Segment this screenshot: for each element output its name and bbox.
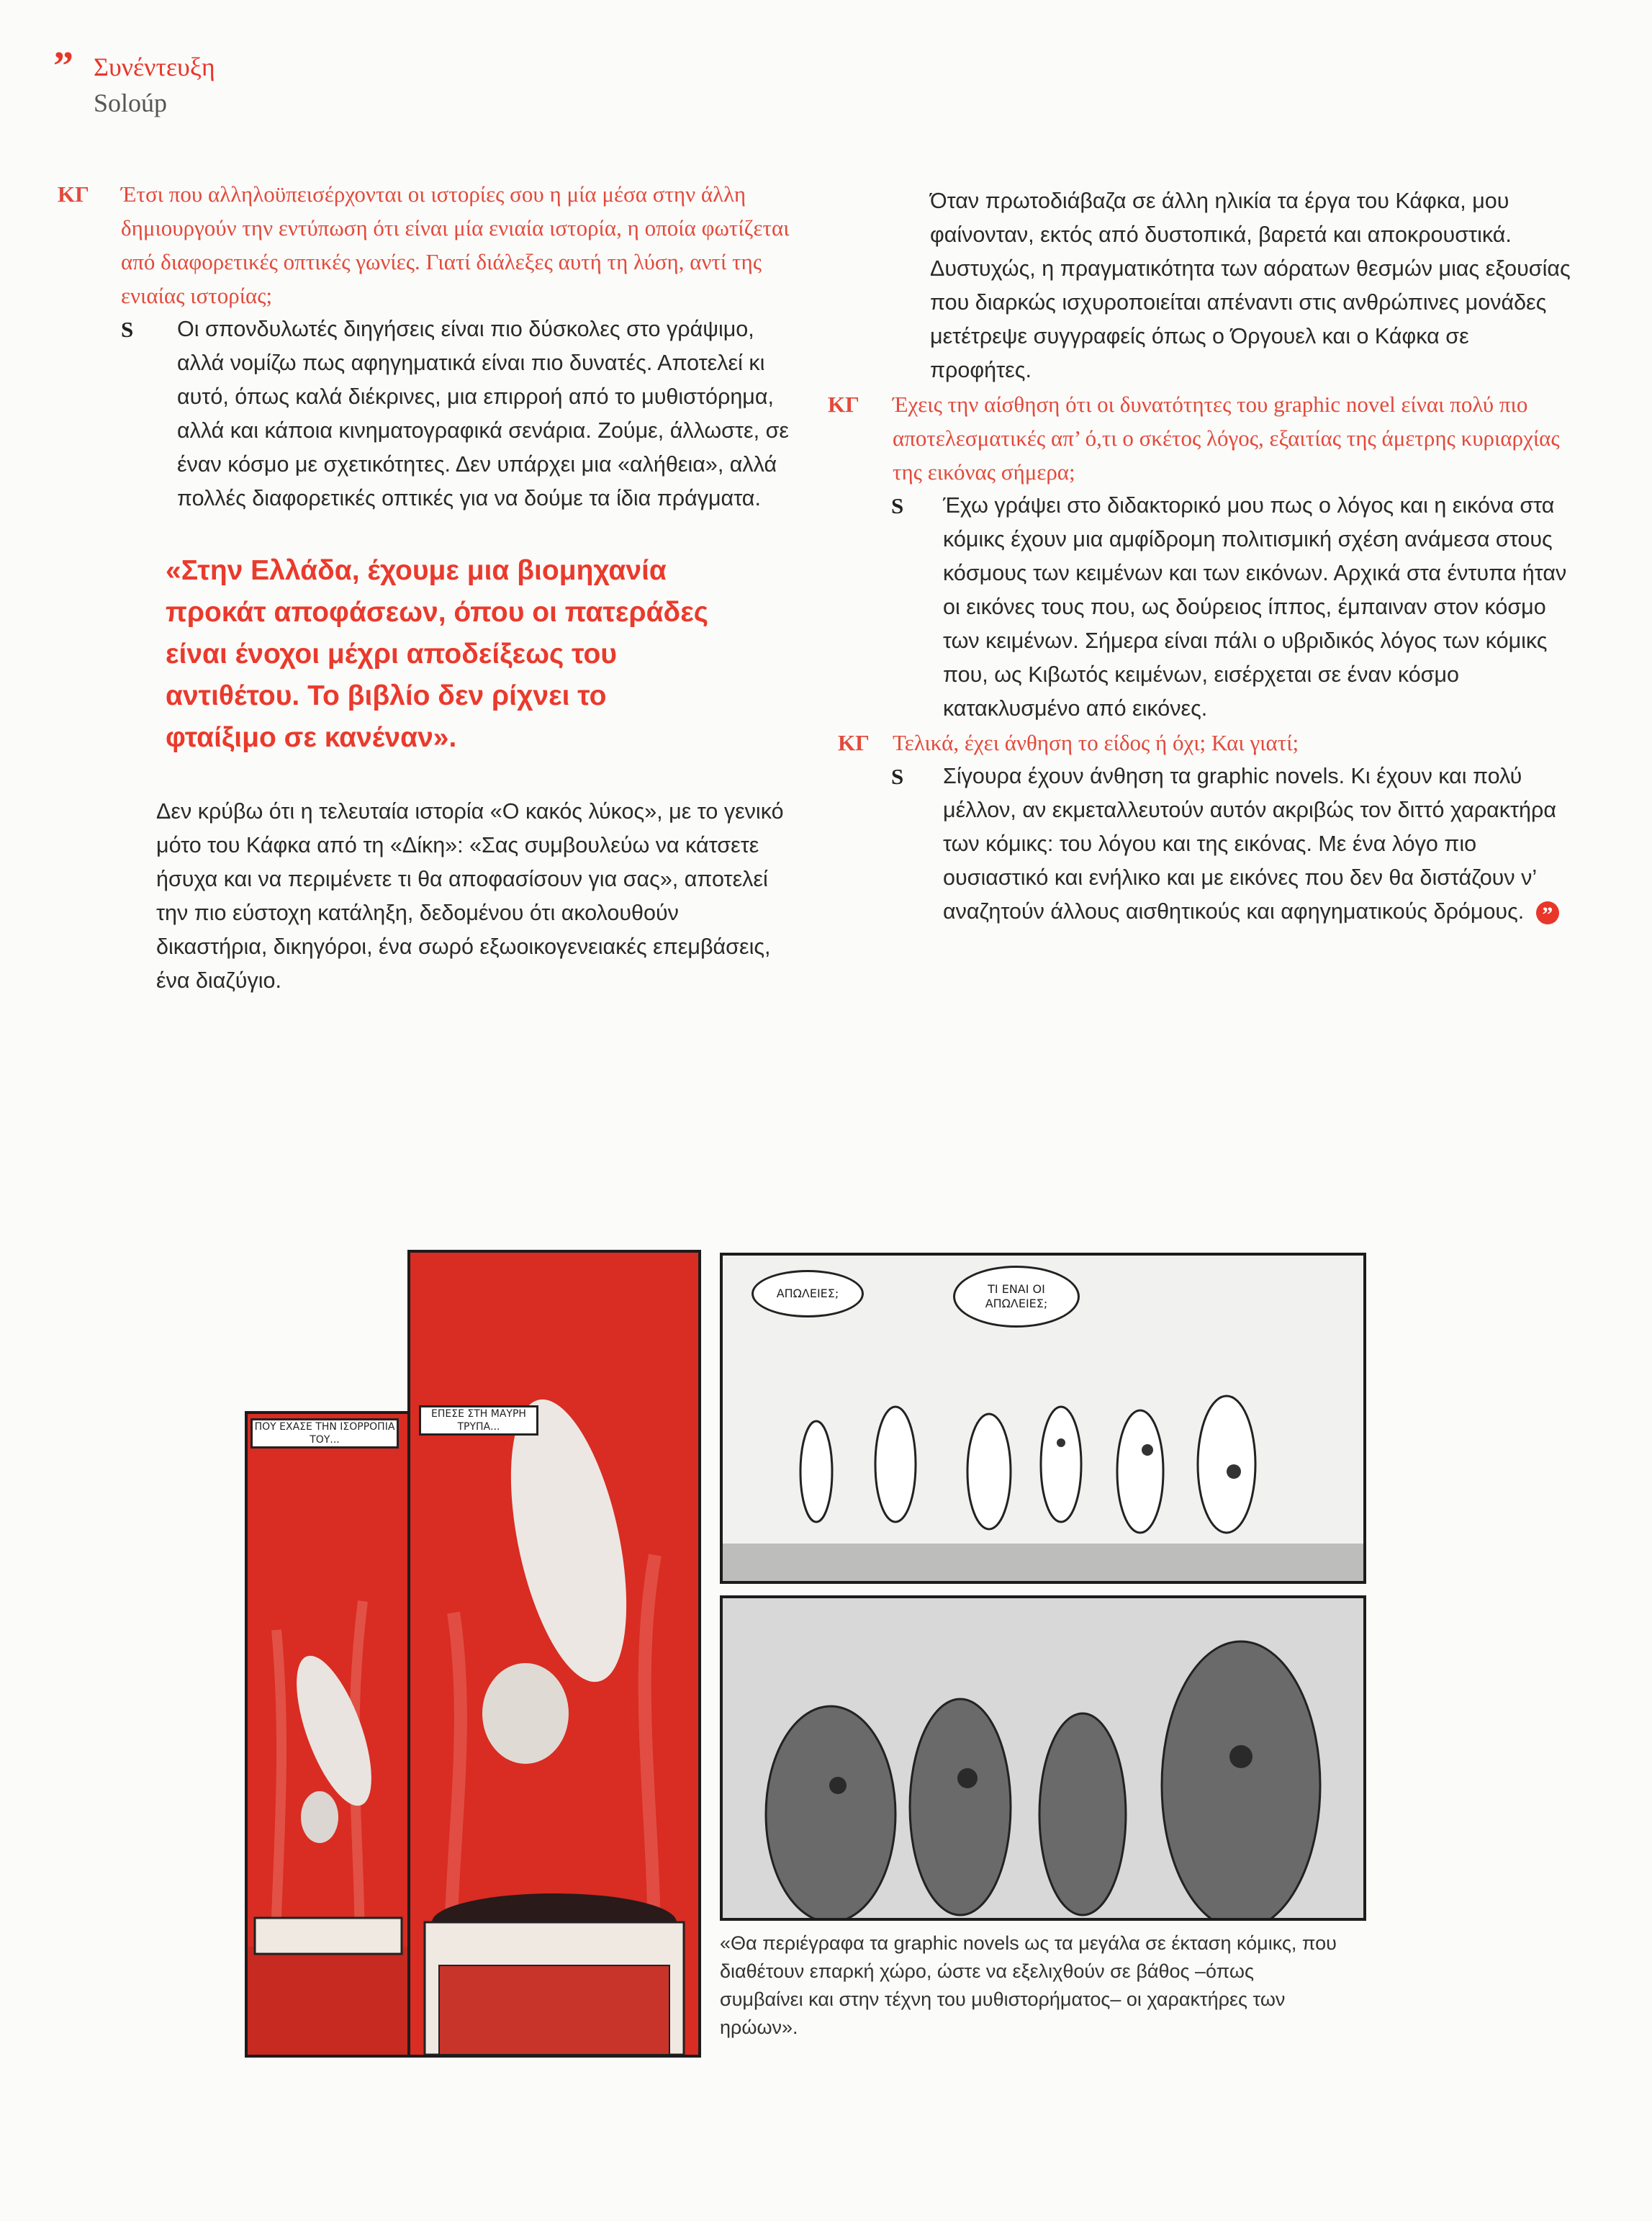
end-mark-icon: ” (1536, 901, 1559, 924)
answer-3-text: Σίγουρα έχουν άνθηση τα graphic novels. Κι έχουν και πολύ μέλλον, αν εκμεταλλευτούν αυτόν ακριβώς τον διττό χαρακτήρα των κόμικς: του λόγου και της εικόνας. Με ένα λόγο πιο ουσιαστικό και ενήλικο και με εικόνες που δεν θα διστάζουν ν’ αναζητούν άλλους αισθητικούς και αφηγηματικούς δρόμους. (943, 764, 1556, 924)
speech-balloon: ΑΠΩΛΕΙΕΣ; (751, 1270, 864, 1317)
caption-box: ΠΟΥ ΕΧΑΣΕ ΤΗΝ ΙΣΟΡΡΟΠΙΑ ΤΟΥ... (250, 1418, 399, 1449)
speech-balloon: ΤΙ ΕΝΑΙ ΟΙ ΑΠΩΛΕΙΕΣ; (953, 1266, 1080, 1328)
interviewee-label: S (121, 317, 134, 342)
wolf-falling-illustration (248, 1414, 409, 2055)
answer-1-text: Οι σπονδυλωτές διηγήσεις είναι πιο δύσκολες στο γράψιμο, αλλά νομίζω πως αφηγηματικά είναι πιο δυνατές. Αποτελεί κι αυτό, όπως καλά διέκρινες, μια επιρροή από το μυθιστόρημα, αλλά και κάποια κινηματογραφικά σενάρια. Ζούμε, άλλωστε, σε έναν κόσμο με σχετικότητες. Δεν υπάρχει μια «αλήθεια», αλλά πολλές διαφορετικές οπτικές για να δούμε τα ίδια πράγματα. (177, 317, 790, 510)
interviewer-label: ΚΓ (838, 730, 870, 755)
crowd-closeup-illustration (723, 1598, 1363, 1918)
pull-quote: «Στην Ελλάδα, έχουμε μια βιομηχανία προκάτ αποφάσεων, όπου οι πατεράδες είναι ένοχοι μέχρι αποδείξεως του αντιθέτου. Το βιβλίο δεν ρίχνει το φταίξιμο σε κανέναν». (166, 555, 708, 753)
quote-mark-icon: ” (53, 44, 73, 89)
question-2 (828, 387, 1576, 489)
answer-1 (58, 312, 792, 515)
comic-panel-crowd-closeup (720, 1595, 1366, 1921)
answer-2-text: Έχω γράψει στο διδακτορικό μου πως ο λόγος και η εικόνα στα κόμικς έχουν μια αμφίδρομη πολιτισμική σχέση ανάμεσα στους κόσμους των κειμένων και των εικόνων. Αρχικά στα έντυπα ήταν οι εικόνες τους που, ως δούρειος ίππος, έμπαιναν στον κόσμο των κειμένων. Σήμερα είναι πάλι ο υβριδικός λόγος των κόμικς που, ως Κιβωτός κειμένων, εισέρχεται σε έναν κόσμο κατακλυσμένο από εικόνες. (943, 493, 1567, 721)
left-column (58, 177, 792, 998)
image-caption: «Θα περιέγραφα τα graphic novels ως τα μεγάλα σε έκταση κόμικς, που διαθέτουν επαρκή χώρο, ώστε να εξελιχθούν σε βάθος –όπως συμβαίνει και στην τέχνη του μυθιστορήματος– οι χαρακτήρες των ηρώων». (720, 1932, 1337, 2038)
question-2-text: Έχεις την αίσθηση ότι οι δυνατότητες του graphic novel είναι πολύ πιο αποτελεσματικές απ’ ό,τι ο σκέτος λόγος, εξαιτίας της άμετρης κυριαρχίας της εικόνας σήμερα; (893, 392, 1560, 485)
answer-2 (828, 489, 1576, 726)
section-title: Συνέντευξη (94, 53, 215, 81)
interviewee-label: S (891, 493, 904, 518)
wolf-falling-closeup-illustration (410, 1253, 698, 2055)
answer-3 (828, 760, 1576, 929)
question-3 (838, 726, 1576, 760)
comic-panel-wolf-falling-2 (407, 1250, 701, 2058)
comic-panel-wolf-falling-1 (245, 1411, 412, 2058)
interviewer-label: ΚΓ (58, 181, 89, 207)
question-1-text: Έτσι που αλληλοϋπεισέρχονται οι ιστορίες σου η μία μέσα στην άλλη δημιουργούν την εντύπωση ότι είναι μία ενιαία ιστορία, η οποία φωτίζεται από διαφορετικές οπτικές γωνίες. Γιατί διάλεξες αυτή τη λύση, αντί της ενιαίας ιστορίας; (121, 181, 790, 308)
body-paragraph-continued: Όταν πρωτοδιάβαζα σε άλλη ηλικία τα έργα του Κάφκα, μου φαίνονταν, εκτός από δυστοπικά, βαρετά και αποκρουστικά. Δυστυχώς, η πραγματικότητα των αόρατων θεσμών μιας εξουσίας που διαρκώς ισχυροποιείται απέναντι στις ανθρώπινες μονάδες μετέτρεψε συγγραφείς όπως ο Όργουελ και ο Κάφκα σε προφήτες. (930, 189, 1571, 382)
interviewer-label: ΚΓ (828, 392, 859, 417)
question-1 (58, 177, 792, 312)
right-column (828, 184, 1576, 929)
body-paragraph: Δεν κρύβω ότι η τελευταία ιστορία «Ο κακός λύκος», με το γενικό μότο του Κάφκα από τη «Δίκη»: «Σας συμβουλεύω να κάτσετε ήσυχα και να περιμένετε τι θα αποφασίσουν για σας», αποτελεί την πιο εύστοχη κατάληξη, δεδομένου ότι ακολουθούν δικαστήρια, δικηγόροι, ένα σωρό εξωοικογενειακές επεμβάσεις, ένα διαζύγιο. (156, 799, 784, 993)
comic-panel-street-crowd (720, 1253, 1366, 1584)
interviewee-label: S (891, 764, 904, 789)
question-3-text: Τελικά, έχει άνθηση το είδος ή όχι; Και γιατί; (893, 730, 1299, 755)
caption-box: ΕΠΕΣΕ ΣΤΗ ΜΑΥΡΗ ΤΡΥΠΑ... (419, 1405, 538, 1436)
interview-subject: Soloúp (94, 89, 168, 117)
